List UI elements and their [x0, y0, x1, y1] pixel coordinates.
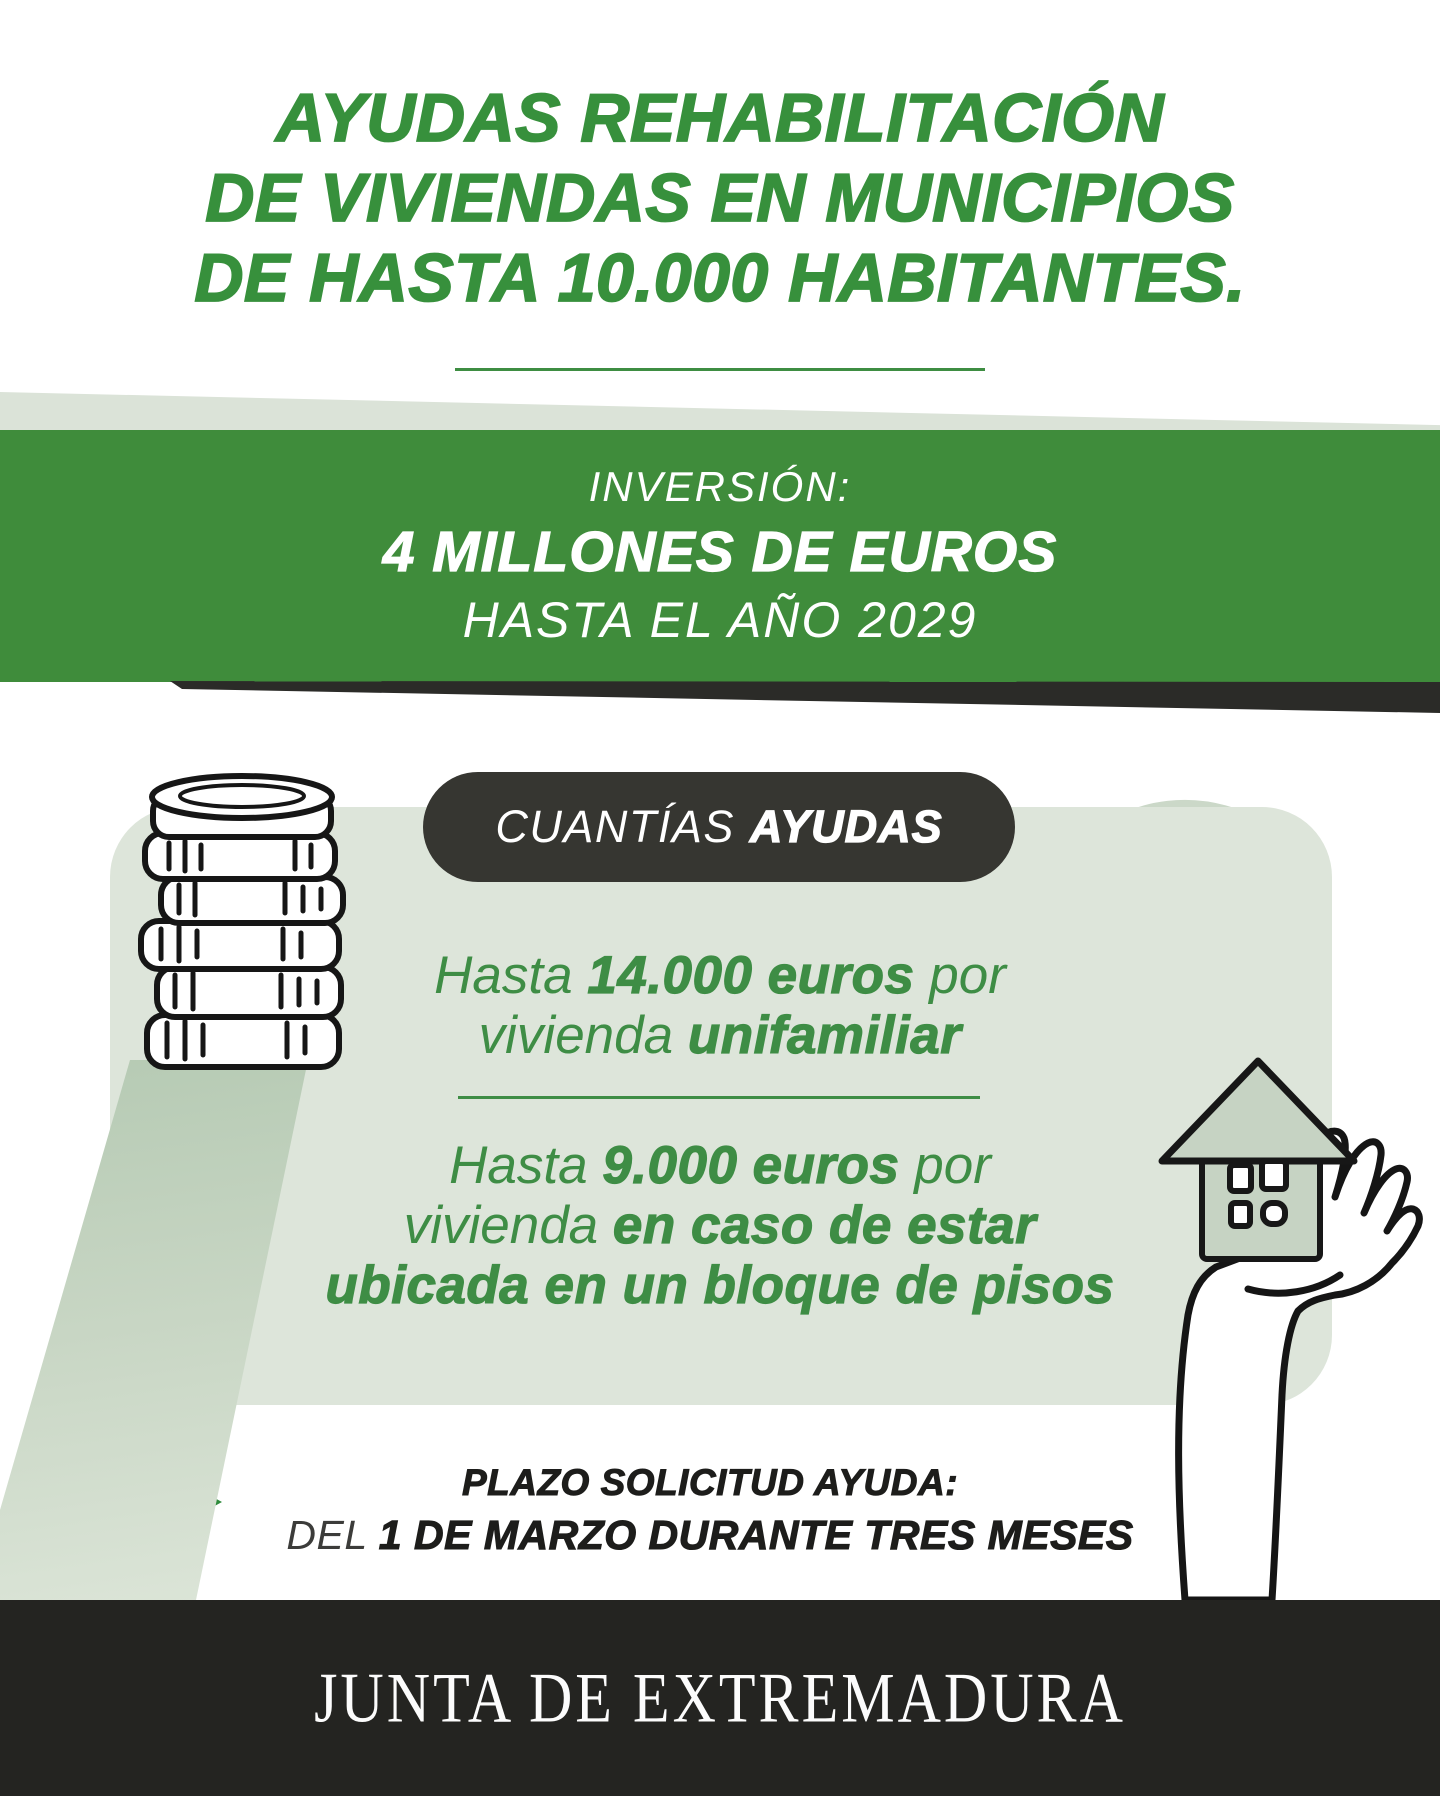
aid1-prefix: Hasta — [434, 946, 588, 1005]
aid1-line2-regular: vivienda — [478, 1006, 688, 1065]
investment-label: INVERSIÓN: — [588, 463, 852, 510]
title-divider — [455, 368, 985, 371]
cuantias-ayudas-pill — [423, 772, 1015, 882]
junta-de-extremadura-logo: JUNTA DE EXTREMADURA — [314, 1658, 1126, 1737]
aid-divider — [458, 1096, 980, 1099]
aid1-line1 — [0, 946, 1440, 1006]
aid2-amount: 9.000 euros — [602, 1136, 900, 1195]
banner-top-wedge — [0, 392, 1440, 431]
aid1-amount: 14.000 euros — [587, 946, 915, 1005]
aid2-suffix: por — [899, 1136, 991, 1195]
investment-text — [0, 430, 1440, 682]
deadline-del: DEL — [286, 1512, 379, 1558]
aid2-line2-regular: vivienda — [403, 1196, 613, 1255]
aid2-line2-bold: en caso de estar — [612, 1196, 1037, 1255]
investment-banner — [0, 430, 1440, 682]
page-title — [0, 78, 1440, 318]
title-line-1: AYUDAS REHABILITACIÓN — [275, 80, 1165, 156]
investment-period: HASTA EL AÑO 2029 — [462, 592, 978, 648]
deadline-dates — [220, 1512, 1200, 1559]
aid1-line2-bold: unifamiliar — [687, 1006, 962, 1065]
pill-label-regular: CUANTÍAS — [495, 801, 735, 852]
aid1-suffix: por — [914, 946, 1006, 1005]
footer-bar — [0, 1600, 1440, 1796]
investment-amount: 4 MILLONES DE EUROS — [382, 520, 1058, 584]
deadline-title: PLAZO SOLICITUD AYUDA: — [461, 1462, 959, 1503]
title-line-2: DE VIVIENDAS EN MUNICIPIOS — [205, 160, 1235, 236]
pill-label-bold: AYUDAS — [749, 801, 943, 852]
deadline-period: 1 DE MARZO DURANTE TRES MESES — [378, 1512, 1134, 1558]
title-line-3: DE HASTA 10.000 HABITANTES. — [194, 240, 1246, 316]
banner-shadow-strip — [0, 680, 1440, 716]
aid2-line3-bold: ubicada en un bloque de pisos — [325, 1256, 1115, 1315]
deadline-text — [220, 1462, 1200, 1559]
aid2-prefix: Hasta — [449, 1136, 603, 1195]
